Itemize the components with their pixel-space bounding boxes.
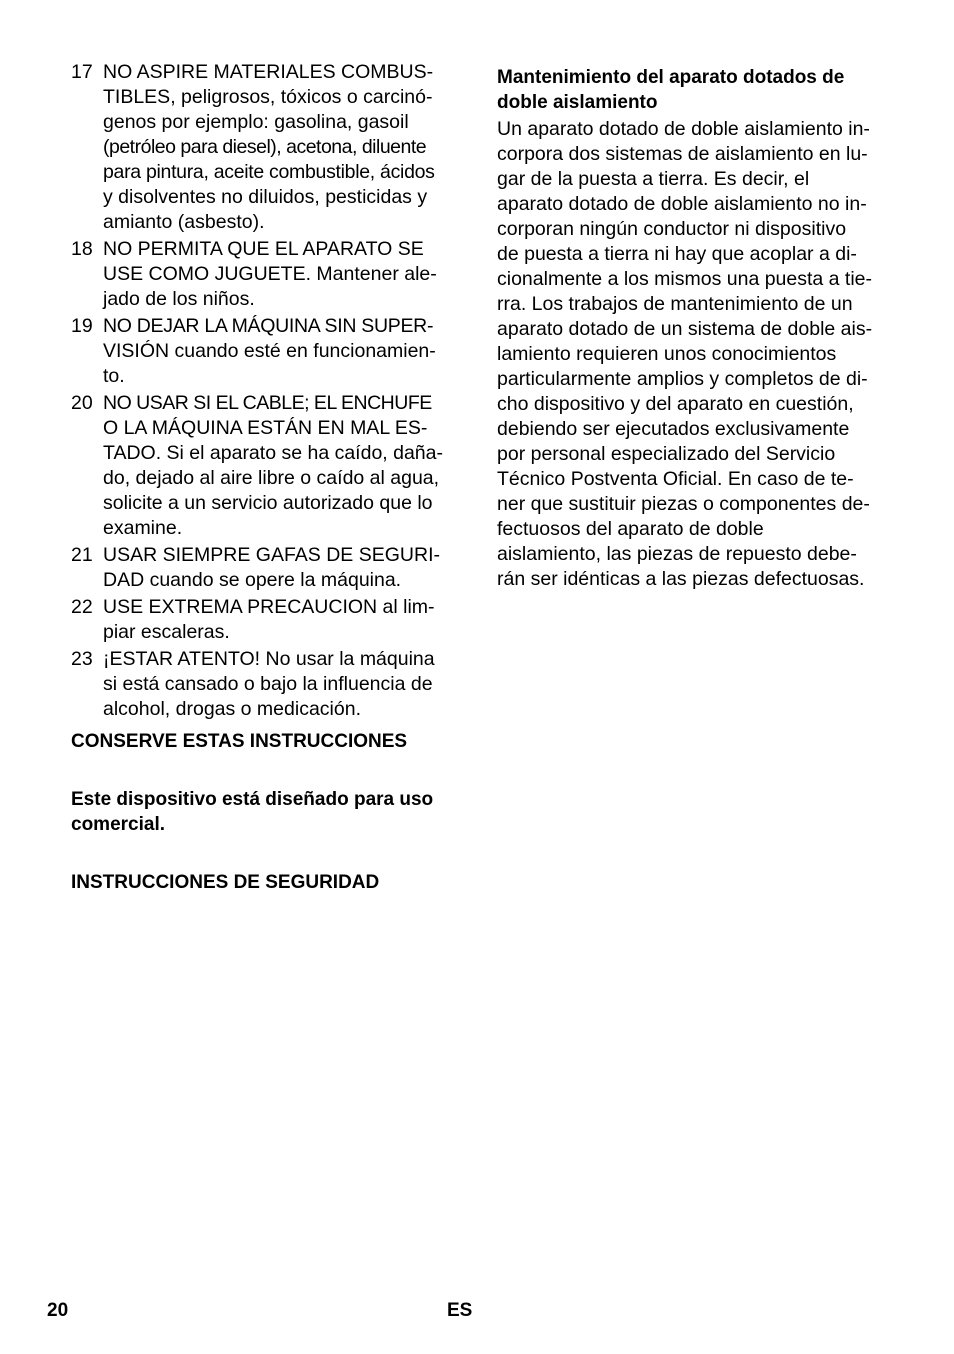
- item-text: [103, 237, 461, 312]
- language-code: ES: [447, 1300, 473, 1321]
- item-line: NO DEJAR LA MÁQUINA SIN SUPER-: [103, 315, 434, 337]
- item-line: O LA MÁQUINA ESTÁN EN MAL ES-: [103, 417, 428, 439]
- list-item-21: [71, 543, 461, 593]
- item-line: para pintura, aceite combustible, ácidos: [103, 161, 435, 183]
- item-text: [103, 647, 461, 722]
- body-line: fectuosos del aparato de doble: [497, 518, 764, 540]
- body-line: cho dispositivo y del aparato en cuestión,: [497, 393, 854, 415]
- item-line: USAR SIEMPRE GAFAS DE SEGURI-: [103, 544, 440, 566]
- item-line: ¡ESTAR ATENTO! No usar la máquina: [103, 648, 435, 670]
- item-number: 18: [71, 238, 93, 260]
- section-body: [497, 117, 889, 592]
- item-line: (petróleo para diesel), acetona, diluente: [103, 136, 427, 158]
- heading-safety-instructions: INSTRUCCIONES DE SEGURIDAD: [71, 872, 380, 893]
- item-number: 21: [71, 544, 93, 566]
- item-line: DAD cuando se opere la máquina.: [103, 569, 402, 591]
- item-line: si está cansado o bajo la influencia de: [103, 673, 433, 695]
- title-line: Mantenimiento del aparato dotados de: [497, 67, 845, 88]
- body-line: rra. Los trabajos de mantenimiento de un: [497, 293, 853, 315]
- item-text: [103, 60, 461, 235]
- item-number: 17: [71, 61, 93, 83]
- item-line: USE COMO JUGUETE. Mantener ale-: [103, 263, 437, 285]
- page-number: 20: [47, 1300, 69, 1321]
- body-line: Técnico Postventa Oficial. En caso de te-: [497, 468, 854, 490]
- body-line: Un aparato dotado de doble aislamiento in-: [497, 118, 870, 140]
- body-line: corporan ningún conductor ni dispositivo: [497, 218, 847, 240]
- item-line: amianto (asbesto).: [103, 211, 265, 233]
- item-number: 22: [71, 596, 93, 618]
- item-text: [103, 595, 461, 645]
- body-line: debiendo ser ejecutados exclusivamente: [497, 418, 850, 440]
- body-line: corpora dos sistemas de aislamiento en lu-: [497, 143, 868, 165]
- list-item-17: [71, 60, 461, 235]
- item-line: piar escaleras.: [103, 621, 230, 643]
- item-number: 19: [71, 315, 93, 337]
- body-line: de puesta a tierra ni hay que acoplar a di-: [497, 243, 857, 265]
- item-line: jado de los niños.: [103, 288, 255, 310]
- item-line: TIBLES, peligrosos, tóxicos o carcinó-: [103, 86, 433, 108]
- list-item-18: [71, 237, 461, 312]
- item-line: do, dejado al aire libre o caído al agua,: [103, 467, 440, 489]
- item-line: genos por ejemplo: gasolina, gasoil: [103, 111, 409, 133]
- item-line: NO ASPIRE MATERIALES COMBUS-: [103, 61, 434, 83]
- item-number: 20: [71, 392, 93, 414]
- item-line: to.: [103, 365, 125, 387]
- heading-commercial-use: [71, 787, 461, 837]
- title-line: doble aislamiento: [497, 92, 658, 113]
- item-text: [103, 391, 461, 541]
- item-line: y disolventes no diluidos, pesticidas y: [103, 186, 428, 208]
- item-line: examine.: [103, 517, 183, 539]
- body-line: por personal especializado del Servicio: [497, 443, 836, 465]
- body-line: rán ser idénticas a las piezas defectuosas.: [497, 568, 865, 590]
- body-line: lamiento requieren unos conocimientos: [497, 343, 837, 365]
- body-line: aislamiento, las piezas de repuesto debe-: [497, 543, 857, 565]
- section-title-double-insulation: [497, 65, 889, 115]
- item-line: solicite a un servicio autorizado que lo: [103, 492, 433, 514]
- body-line: particularmente amplios y completos de di-: [497, 368, 868, 390]
- right-column: [497, 60, 889, 592]
- heading-line: Este dispositivo está diseñado para uso: [71, 789, 434, 810]
- item-line: VISIÓN cuando esté en funcionamien-: [103, 340, 436, 362]
- item-number: 23: [71, 648, 93, 670]
- list-item-19: [71, 314, 461, 389]
- body-line: ner que sustituir piezas o componentes de-: [497, 493, 870, 515]
- heading-conserve-instructions: CONSERVE ESTAS INSTRUCCIONES: [71, 731, 408, 752]
- list-item-23: [71, 647, 461, 722]
- list-item-20: [71, 391, 461, 541]
- body-line: gar de la puesta a tierra. Es decir, el: [497, 168, 810, 190]
- list-item-22: [71, 595, 461, 645]
- item-line: NO PERMITA QUE EL APARATO SE: [103, 238, 424, 260]
- body-line: aparato dotado de doble aislamiento no in-: [497, 193, 867, 215]
- item-line: TADO. Si el aparato se ha caído, daña-: [103, 442, 443, 464]
- item-line: NO USAR SI EL CABLE; EL ENCHUFE: [103, 392, 432, 414]
- body-line: cionalmente a los mismos una puesta a tie-: [497, 268, 873, 290]
- item-text: [103, 543, 461, 593]
- body-line: aparato dotado de un sistema de doble ais-: [497, 318, 873, 340]
- left-column: [71, 60, 461, 895]
- item-line: alcohol, drogas o medicación.: [103, 698, 361, 720]
- item-text: [103, 314, 461, 389]
- heading-line: comercial.: [71, 814, 165, 835]
- item-line: USE EXTREMA PRECAUCION al lim-: [103, 596, 435, 618]
